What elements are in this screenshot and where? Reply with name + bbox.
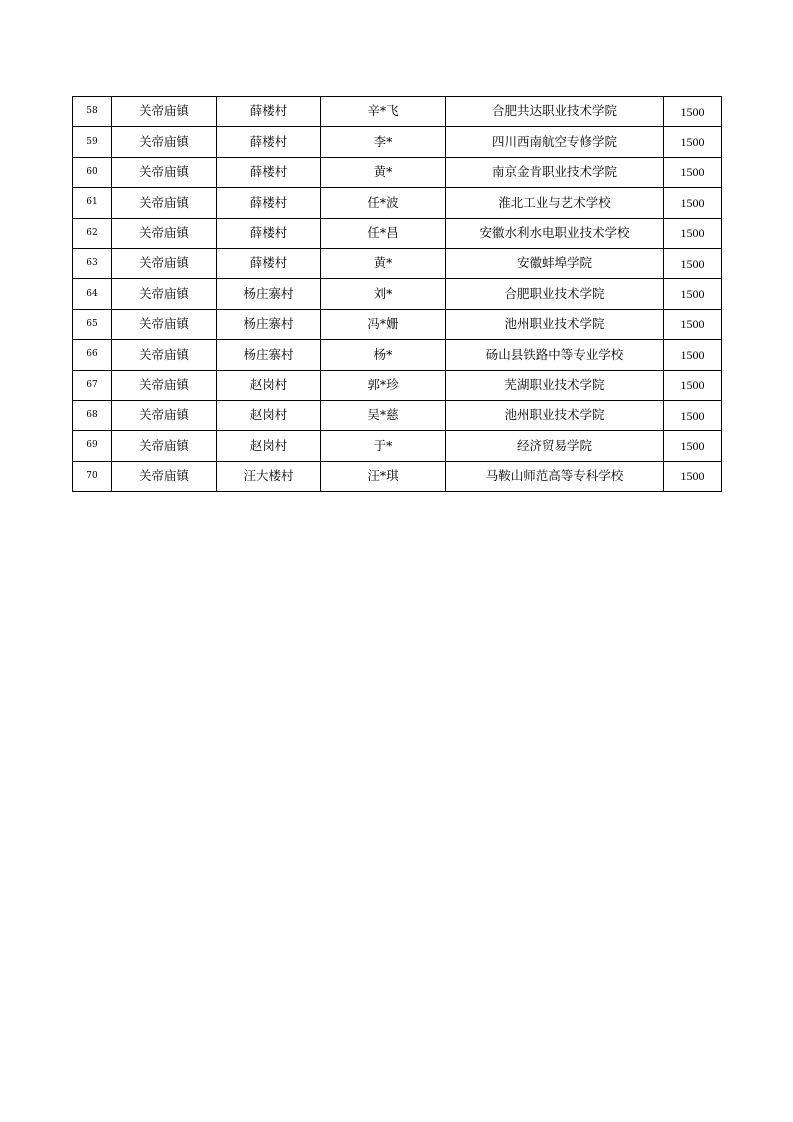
row-number-cell: 58 — [73, 97, 112, 127]
village-cell: 杨庄寨村 — [217, 340, 321, 370]
village-cell: 杨庄寨村 — [217, 309, 321, 339]
amount-cell: 1500 — [664, 431, 722, 461]
student-name-cell: 黄* — [321, 157, 446, 187]
row-number-cell: 70 — [73, 461, 112, 491]
table-row — [73, 218, 722, 248]
village-cell: 薛楼村 — [217, 157, 321, 187]
amount-cell: 1500 — [664, 279, 722, 309]
town-cell: 关帝庙镇 — [112, 461, 217, 491]
student-name-cell: 辛*飞 — [321, 97, 446, 127]
row-number-cell: 62 — [73, 218, 112, 248]
village-cell: 薛楼村 — [217, 248, 321, 278]
student-name-cell: 郭*珍 — [321, 370, 446, 400]
school-cell: 经济贸易学院 — [446, 431, 664, 461]
amount-cell: 1500 — [664, 248, 722, 278]
town-cell: 关帝庙镇 — [112, 127, 217, 157]
row-number-cell: 68 — [73, 400, 112, 430]
student-name-cell: 任*昌 — [321, 218, 446, 248]
school-cell: 合肥共达职业技术学院 — [446, 97, 664, 127]
student-name-cell: 汪*琪 — [321, 461, 446, 491]
amount-cell: 1500 — [664, 218, 722, 248]
amount-cell: 1500 — [664, 400, 722, 430]
table-row — [73, 188, 722, 218]
village-cell: 杨庄寨村 — [217, 279, 321, 309]
school-cell: 马鞍山师范高等专科学校 — [446, 461, 664, 491]
town-cell: 关帝庙镇 — [112, 400, 217, 430]
row-number-cell: 61 — [73, 188, 112, 218]
school-cell: 池州职业技术学院 — [446, 400, 664, 430]
school-cell: 安徽蚌埠学院 — [446, 248, 664, 278]
table-row — [73, 97, 722, 127]
village-cell: 薛楼村 — [217, 218, 321, 248]
table-row — [73, 431, 722, 461]
table-row — [73, 461, 722, 491]
school-cell: 合肥职业技术学院 — [446, 279, 664, 309]
table-row — [73, 400, 722, 430]
village-cell: 薛楼村 — [217, 188, 321, 218]
town-cell: 关帝庙镇 — [112, 279, 217, 309]
village-cell: 赵岗村 — [217, 431, 321, 461]
row-number-cell: 66 — [73, 340, 112, 370]
row-number-cell: 59 — [73, 127, 112, 157]
amount-cell: 1500 — [664, 340, 722, 370]
table-row — [73, 157, 722, 187]
village-cell: 薛楼村 — [217, 127, 321, 157]
amount-cell: 1500 — [664, 188, 722, 218]
town-cell: 关帝庙镇 — [112, 248, 217, 278]
school-cell: 四川西南航空专修学院 — [446, 127, 664, 157]
town-cell: 关帝庙镇 — [112, 157, 217, 187]
village-cell: 赵岗村 — [217, 370, 321, 400]
student-name-cell: 冯*姗 — [321, 309, 446, 339]
student-name-cell: 吴*慈 — [321, 400, 446, 430]
town-cell: 关帝庙镇 — [112, 370, 217, 400]
table-row — [73, 340, 722, 370]
table-row — [73, 127, 722, 157]
amount-cell: 1500 — [664, 157, 722, 187]
student-name-cell: 任*波 — [321, 188, 446, 218]
amount-cell: 1500 — [664, 97, 722, 127]
village-cell: 薛楼村 — [217, 97, 321, 127]
school-cell: 池州职业技术学院 — [446, 309, 664, 339]
town-cell: 关帝庙镇 — [112, 309, 217, 339]
amount-cell: 1500 — [664, 309, 722, 339]
student-name-cell: 杨* — [321, 340, 446, 370]
row-number-cell: 69 — [73, 431, 112, 461]
town-cell: 关帝庙镇 — [112, 340, 217, 370]
school-cell: 安徽水利水电职业技术学校 — [446, 218, 664, 248]
village-cell: 汪大楼村 — [217, 461, 321, 491]
student-name-cell: 黄* — [321, 248, 446, 278]
table-row — [73, 248, 722, 278]
subsidy-roster-table — [72, 96, 722, 492]
amount-cell: 1500 — [664, 127, 722, 157]
town-cell: 关帝庙镇 — [112, 188, 217, 218]
school-cell: 砀山县铁路中等专业学校 — [446, 340, 664, 370]
amount-cell: 1500 — [664, 370, 722, 400]
village-cell: 赵岗村 — [217, 400, 321, 430]
school-cell: 南京金肯职业技术学院 — [446, 157, 664, 187]
school-cell: 芜湖职业技术学院 — [446, 370, 664, 400]
row-number-cell: 63 — [73, 248, 112, 278]
row-number-cell: 67 — [73, 370, 112, 400]
table-row — [73, 309, 722, 339]
town-cell: 关帝庙镇 — [112, 218, 217, 248]
row-number-cell: 65 — [73, 309, 112, 339]
row-number-cell: 64 — [73, 279, 112, 309]
student-name-cell: 李* — [321, 127, 446, 157]
table-row — [73, 279, 722, 309]
row-number-cell: 60 — [73, 157, 112, 187]
table-row — [73, 370, 722, 400]
student-name-cell: 于* — [321, 431, 446, 461]
student-name-cell: 刘* — [321, 279, 446, 309]
town-cell: 关帝庙镇 — [112, 97, 217, 127]
table-body — [73, 97, 722, 492]
town-cell: 关帝庙镇 — [112, 431, 217, 461]
amount-cell: 1500 — [664, 461, 722, 491]
school-cell: 淮北工业与艺术学校 — [446, 188, 664, 218]
